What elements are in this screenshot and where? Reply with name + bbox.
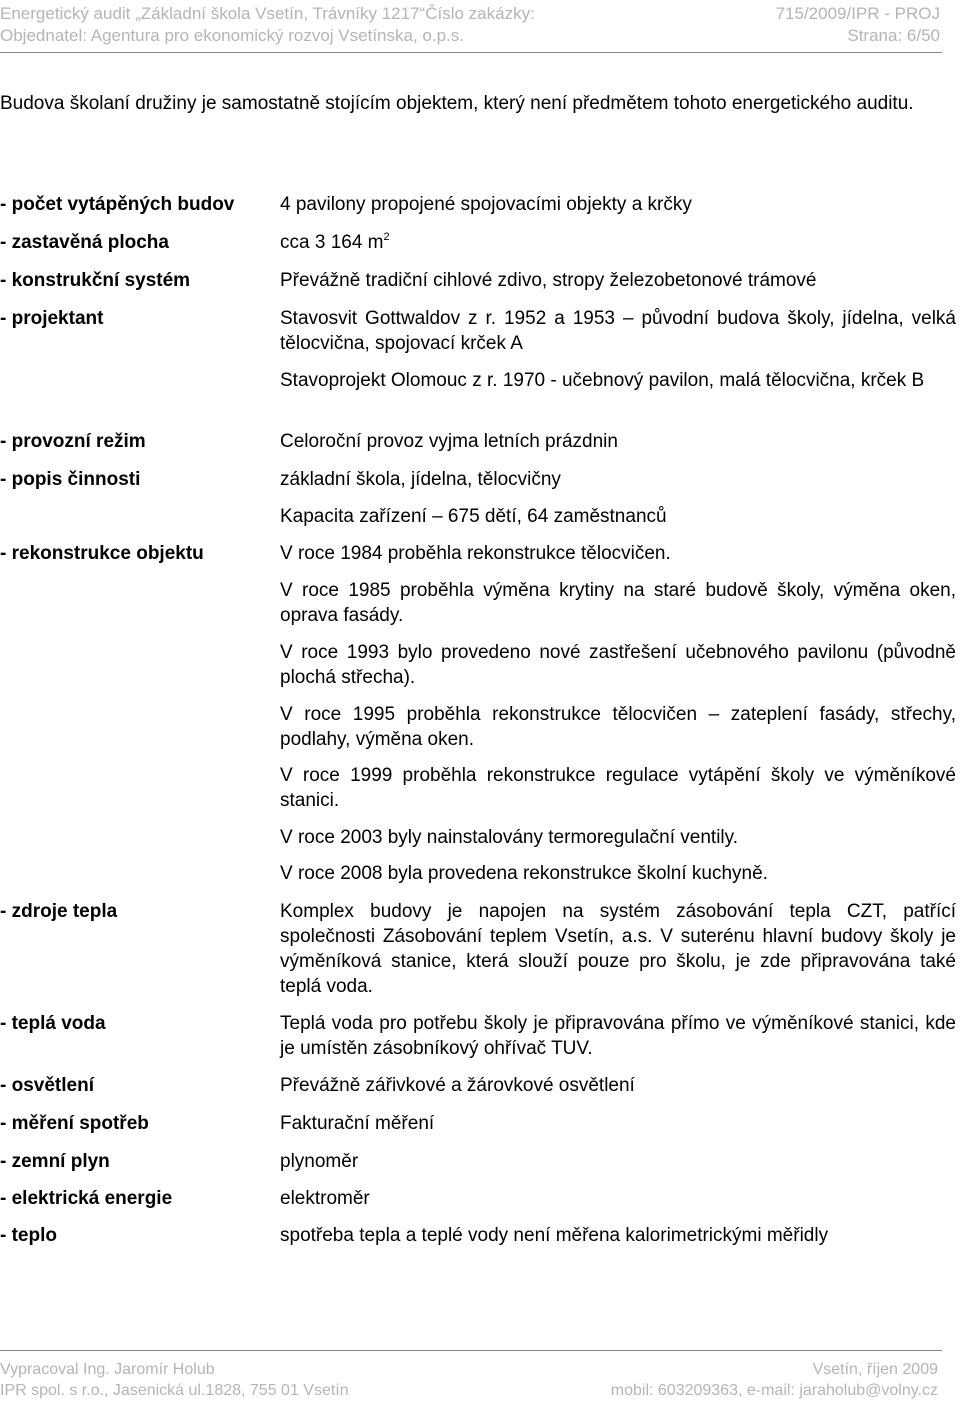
field-label: - počet vytápěných budov: [0, 194, 235, 215]
footer-author: Vypracoval Ing. Jaromír Holub: [0, 1361, 215, 1378]
field-value: Komplex budovy je napojen na systém zásobování tepla CZT, patřící společnosti Zásobování teplem Vsetín, a.s. V suterénu hlavní budovy školy je výměníková stanice, která slouží pouze pro školu, je zde připravována také teplá voda.: [280, 901, 956, 997]
footer-contact: mobil: 603209363, e-mail: jaraholub@volny.cz: [610, 1382, 938, 1399]
header-project-title: Energetický audit „Základní škola Vsetín, Trávníky 1217“Číslo zakázky:: [0, 4, 535, 23]
footer-line-2: [0, 1382, 960, 1400]
field-value: Kapacita zařízení – 675 dětí, 64 zaměstnanců: [280, 506, 667, 527]
field-label: - teplá voda: [0, 1013, 106, 1034]
area-value: cca 3 164 m: [280, 232, 384, 253]
header-page-number: Strana: 6/50: [847, 26, 940, 45]
area-unit-exponent: 2: [383, 231, 390, 243]
field-value: elektroměr: [280, 1188, 370, 1209]
field-value: Stavosvit Gottwaldov z r. 1952 a 1953 – původní budova školy, jídelna, velká tělocvična, spojovací krček A: [280, 308, 956, 354]
header-line-1: [0, 4, 960, 24]
field-value: Stavoprojekt Olomouc z r. 1970 - učebnový pavilon, malá tělocvična, krček B: [280, 370, 925, 391]
field-value: základní škola, jídelna, tělocvičny: [280, 469, 561, 490]
field-value: Převážně tradiční cihlové zdivo, stropy železobetonové trámové: [280, 270, 817, 291]
header-order-number: 715/2009/IPR - PROJ: [775, 4, 940, 23]
footer-place-date: Vsetín, říjen 2009: [812, 1361, 938, 1378]
reconstruction-item: V roce 1999 proběhla rekonstrukce regulace vytápění školy ve výměníkové stanici.: [280, 765, 956, 811]
field-value: 4 pavilony propojené spojovacími objekty a krčky: [280, 194, 692, 215]
header-line-2: [0, 26, 960, 46]
field-value: plynoměr: [280, 1151, 359, 1172]
footer-company-address: IPR spol. s r.o., Jasenická ul.1828, 755 01 Vsetín: [0, 1382, 349, 1399]
footer-line-1: [0, 1361, 960, 1379]
field-value: Fakturační měření: [280, 1113, 435, 1134]
reconstruction-item: V roce 1985 proběhla výměna krytiny na staré budově školy, výměna oken, oprava fasády.: [280, 580, 956, 626]
field-value: Celoroční provoz vyjma letních prázdnin: [280, 431, 618, 452]
field-label: - provozní režim: [0, 431, 146, 452]
field-label: - zastavěná plocha: [0, 232, 169, 253]
field-value: Teplá voda pro potřebu školy je připravována přímo ve výměníkové stanici, kde je umístěn zásobníkový ohřívač TUV.: [280, 1013, 956, 1059]
field-label: - měření spotřeb: [0, 1113, 149, 1134]
reconstruction-item: V roce 1993 bylo provedeno nové zastřešení učebnového pavilonu (původně plochá střecha).: [280, 642, 956, 688]
field-value: spotřeba tepla a teplé vody není měřena kalorimetrickými měřidly: [280, 1225, 829, 1246]
field-label: - projektant: [0, 308, 104, 329]
field-label: - elektrická energie: [0, 1188, 173, 1209]
field-label: - konstrukční systém: [0, 270, 191, 291]
field-label: - zdroje tepla: [0, 901, 118, 922]
field-label: - zemní plyn: [0, 1151, 110, 1172]
header-divider: [0, 52, 942, 53]
reconstruction-item: V roce 2003 byly nainstalovány termoregulační ventily.: [280, 827, 739, 848]
field-value: [280, 230, 956, 255]
field-label: - teplo: [0, 1225, 57, 1246]
reconstruction-item: V roce 2008 byla provedena rekonstrukce školní kuchyně.: [280, 863, 768, 884]
footer-divider: [0, 1350, 942, 1351]
field-label: - osvětlení: [0, 1075, 94, 1096]
reconstruction-item: V roce 1995 proběhla rekonstrukce tělocvičen – zateplení fasády, střechy, podlahy, výměna oken.: [280, 704, 956, 750]
field-label: - rekonstrukce objektu: [0, 543, 204, 564]
intro-paragraph: Budova školaní družiny je samostatně stojícím objektem, který není předmětem tohoto energetického auditu.: [0, 93, 914, 114]
header-client: Objednatel: Agentura pro ekonomický rozvoj Vsetínska, o.p.s.: [0, 26, 464, 45]
reconstruction-item: V roce 1984 proběhla rekonstrukce tělocvičen.: [280, 543, 671, 564]
field-label: - popis činnosti: [0, 469, 141, 490]
field-value: Převážně zářivkové a žárovkové osvětlení: [280, 1075, 635, 1096]
